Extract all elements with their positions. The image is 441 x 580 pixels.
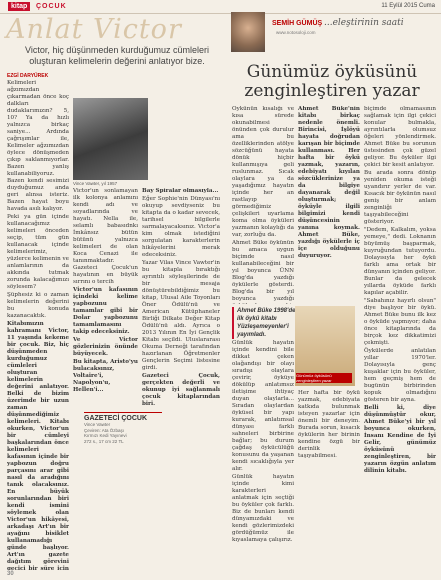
column-title: ...eleştirinin saati <box>324 18 404 28</box>
paragraph: Öykünün kısalığı ve kısa sürede okunabilmesi önünden çok durulur ama bu özelliklerinden atölye sözcüğünü hayata dönük hiçbir kullanmışıya geli ruslunmaz. Sıcak olaylara ya da yaşadığımız hayatın içinde her an rastlayıp görmediğimiz çelişkileri uyarlama koma olma öyküleri yazmanın kolaylığı da var, zorluğu da. <box>232 106 294 238</box>
paragraph: Gazeteci Çocuk, gerçekten değerli ve okunup iyi sağlanmalı çocuk kitaplarından biri. <box>142 373 220 407</box>
paragraph: Ve Victor gözlerinizin önünde büyüyecek. <box>73 337 138 357</box>
paragraph: Belli ki, diye düşünmüştür okur, Ahmet Büke'yi bir yıl boyunca okurken, İnsanı Kendine de İyi Gelir, günümüz öyküsünü zenginleştiren, bir yazarın özgün anlatım dilinin kitabı. <box>364 405 436 474</box>
paragraph: Ahmet Büke öykünün bu amaca uygun biçimde nasıl kullanabileceğini bir yıl boyunca ÜNN Blog'da yazdığı öykülerle gösterdi. Blog'da bir yıl boyunca yazdığı <box>232 240 294 302</box>
paragraph: "Dedem, Kalkalım, yoksa yemeye," dedi. Loknanın büyümüş başparmak, kuyruğundan tutuyordu. Dolayısıyla her öykü farklı ama ortak bir dünyanın içinden geliyor. Bunlar da gelecek yıllarda öyküde farklı kapılar açabilir. <box>364 227 436 296</box>
pull-quote: Ahmet Büke 1998'de ilk öykü kitabı Yüzleşemeyenler'i yayımladı. <box>232 307 297 339</box>
right-column-2a <box>298 106 360 304</box>
paragraph: Peki ya gün içinde kullanacağımız kelimeleri önceden seçip, tüm gün kullanacak içinde kelimelerimiz, yüzlerce kelimenin ve anlamlarının da akkında tutmak zorunda kalacağımızı söylesem? <box>7 214 69 290</box>
paragraph: Kelimeleri ağzımızdan çıkarmadan önce koç dalkları dudaklarımızın? 5, 10? Ya da hızlı yalnızca birkaç saniye... Ardında çağrışımlar ile, Kelimeler ağzımızdan öylece dönüşmeden çıkıp saklanmıyorlar. Bazen yanlış kullanabiliyoruz. Bazen kendi sesimizi duyduğumuz anda geri alınsa isteriz. Bazen hayat boyu havada asılı kalıyor. <box>7 80 69 212</box>
paragraph: Victor'un sonlamayan ilk kolonya anlamını kendi adı ve soyadlarında ve hayatı. Nella ile, selamlı babasıdnkı İmkânsız bütün bütünü yalnızca kelimeleri de olan Koca Cenazi ile tanınmaktadır. Gazeteci Çocuk'un hayatının en büyük sırrını o tercih <box>73 188 138 285</box>
paragraph: Öykülerde anlatılan yıllar 1970'ler. Dolayısıyla genç kuşaklar için bu öyküler, hem geçmiş hem de bugünün birbirinden kopuk olmadığını gösteren bir ayna. <box>364 348 436 403</box>
issue-date: 11 Eylül 2015 Cuma <box>381 3 435 9</box>
paragraph: "Sabahınız hayırlı olsun" diye başlıyor bir öykü. Ahmet Büke bunu ilk kez o öyküde yapmıyor; daha önce kitaplarında da birçok kez dikkatimizi çekmişti. <box>364 298 436 346</box>
byline: EZGİ DARYÜREK <box>7 73 49 79</box>
paragraph: Şüphesiz ki o zaman kelimelerin değerini bu konuda kazanacaktık. <box>7 292 69 319</box>
illustration-caption: Günümüz öyküsünü zenginleştiren yazar <box>296 373 352 383</box>
paragraph: Yazar Vilas Vince Vawter'in bu kitapla bıraktığı ayrıntılı söyleşilerinde de bir mesaja dönüştürebildiğimiz bu kitap, Ulusal Aile Toyonları Öner Ödülü'nü ve American Kütüphaneler Birliği Dilkate Değer Kitap Ödülü'nü aldı. Ayrıca o 2013 Yılının En İyi Gençlik Kitabı seçildi. Uluslararası Okuma Derneği tarafından hazırlanan Öğretmenler Gençlerin Seçimi listesine girdi. <box>142 260 220 371</box>
author-avatar <box>231 12 265 52</box>
book-title: GAZETECİ ÇOCUK <box>84 415 147 422</box>
right-column-2b <box>298 390 360 570</box>
left-column-2 <box>73 188 138 410</box>
paragraph: Kitabımızın kahramanı Victor, 11 yaşında kekeme bir çocuk. Biz, hiç düşünmeden kurduğumuz cümleleri oluşturan kelimelerin değerini anlatıyor. Belki de bizim üzerimde bir uzun zaman düşünmediğimiz kelimeleri. Kitabı okurken, Victor'un bir cümleyi başkalarından önce kelimeleri kafasının içinde bir yapbozun doğru parçasını arar gibi nasıl da aradığını tanık olacaksınız. En büyük sorunlarından biri kendi ismini söylemek olan Victor'un hikâyesi, arkadaşı Art'ın bir ayağını bisiklet kullanamadığı günde başlıyor. Art'ın gazete dağıtım görevini geçici bir süre için <box>7 321 69 570</box>
paragraph: Ahmet Büke'nin kitabı birkaç nedenle önemli. Birincisi, İşlöyü hayata doğrudan karışan bir biçimde kullanması. Her hafta bir öykü yazmak, yazarın, edebiyatı kıyılan sözcüklerinize ya da bilgiye dayanarak değil oluşturmak; öyküyle ilgili bilgimizi kendi düşüncesinin yanına koymak. Ahmet Büke, yazdığı öykülerle iç içe olduğunu duyuruyor. <box>298 106 360 259</box>
book-info-line: Vince Vawter <box>84 422 111 427</box>
book-info-box <box>84 412 162 463</box>
book-info-line: Çeviren: Ata Özbaşı <box>84 427 125 433</box>
page-header <box>0 0 441 14</box>
brand-logo: kitap <box>8 2 30 11</box>
photo-caption: Vince Vawter, yıl 1957 <box>73 181 118 186</box>
section-label: ÇOCUK <box>36 3 67 10</box>
paragraph: Her hafta bir öykü yazmak, edebiyata katkıda bulunmak isteyen yazarlar için önemli bir deneyim. Burada sorun, kısacık öykülerin her birinin kendine özgü bir derinlik taşıyabilmesi. <box>298 390 360 459</box>
article-headline: Günümüz öyküsünü zenginleştiren yazar <box>244 62 420 101</box>
book-info-line: Kırmızı Kedi Yayınevi <box>84 433 127 438</box>
paragraph: Günlük hayatın içinde kimi karakterleri anlatmak için seçtiği bu öyküler çok farklı. Biz de bunları kendi dünyamızdaki ve kendi gözlerimizdeki gördüğümüz ile kıyaslamaya çalışırız. <box>232 474 294 543</box>
right-column-3 <box>364 106 436 572</box>
author-name: SEMİH GÜMÜŞ <box>272 20 323 27</box>
paragraph: Victor'un kafasının içindeki kelime yapbozunu tamamlar gibi bir Dolar yapbozunu tamamlamasını takip edeceksiniz. <box>73 287 138 335</box>
page-number: 30 <box>7 571 14 577</box>
article-subtitle: Victor, hiç düşünmeden kurduğumuz cümleleri oluşturan kelimelerin değerini anlatıyor bize. <box>25 45 209 66</box>
author-website: www.notosoloji.com <box>276 30 316 35</box>
paragraph: biçimde olmamasının sağlamak için ilgi çekici konular bulmakla, ayrıntılarla olumsuz öğeleri yönlendirmek. Ahmet Büke bu sorunun üstesinden çok güzel geliyor. Bu öyküler ilgi çekici bir kesit anlatıyor. <box>364 106 436 168</box>
right-column-1a <box>232 106 294 304</box>
book-info-line: 272 s., 17 cm 22 TL <box>84 438 124 444</box>
author-childhood-photo <box>73 98 148 180</box>
left-column-1 <box>7 80 69 570</box>
paragraph: Bay Spiralar olmasıyla... <box>142 188 219 194</box>
paragraph: Bu kitapta, Aristo'yu bulacaksınız, Voltaire'i, Napolyon'u, Hellen'i... <box>73 359 138 393</box>
paragraph: Bu arada sonra dönüp yeniden okuma isteği uyandırır yerler de var. Kısacık bir öykünün nasıl geniş bir anlam zenginliği taşıyabileceğini gösteriyor. <box>364 170 436 225</box>
paragraph: Günlük hayatın içinde kendini bile dikkat çeken olağandışı bir olayı sıradışı olaylara çevirir, öyküye dökülüp anlatımsız iletişime ihtiyaç duyan olaylarla... Sıradan olaylardan öyküsel bir yapı kurarak, anlatımsal dünyası farklı sahneleri birbirine bağlar; bu durum çağdaş öykücülüğü konusunu da yaşanan kendi sıcaklığıyla yer alır. <box>232 340 294 472</box>
right-column-1b <box>232 340 294 570</box>
paragraph: Eğer Sophie'nin Dünyası'nı okuyup sevdiyseniz bu kitapta da o kadar sevecek, tarihsel bilgilerle sarmalayacaksınız. Victor'a kim olmak istediğini sorgulatan karakterlerin hikâyelerini merak edeceksiniz. <box>142 196 220 258</box>
left-column-3 <box>142 188 220 558</box>
article-title: Anlat Victor <box>6 14 182 45</box>
